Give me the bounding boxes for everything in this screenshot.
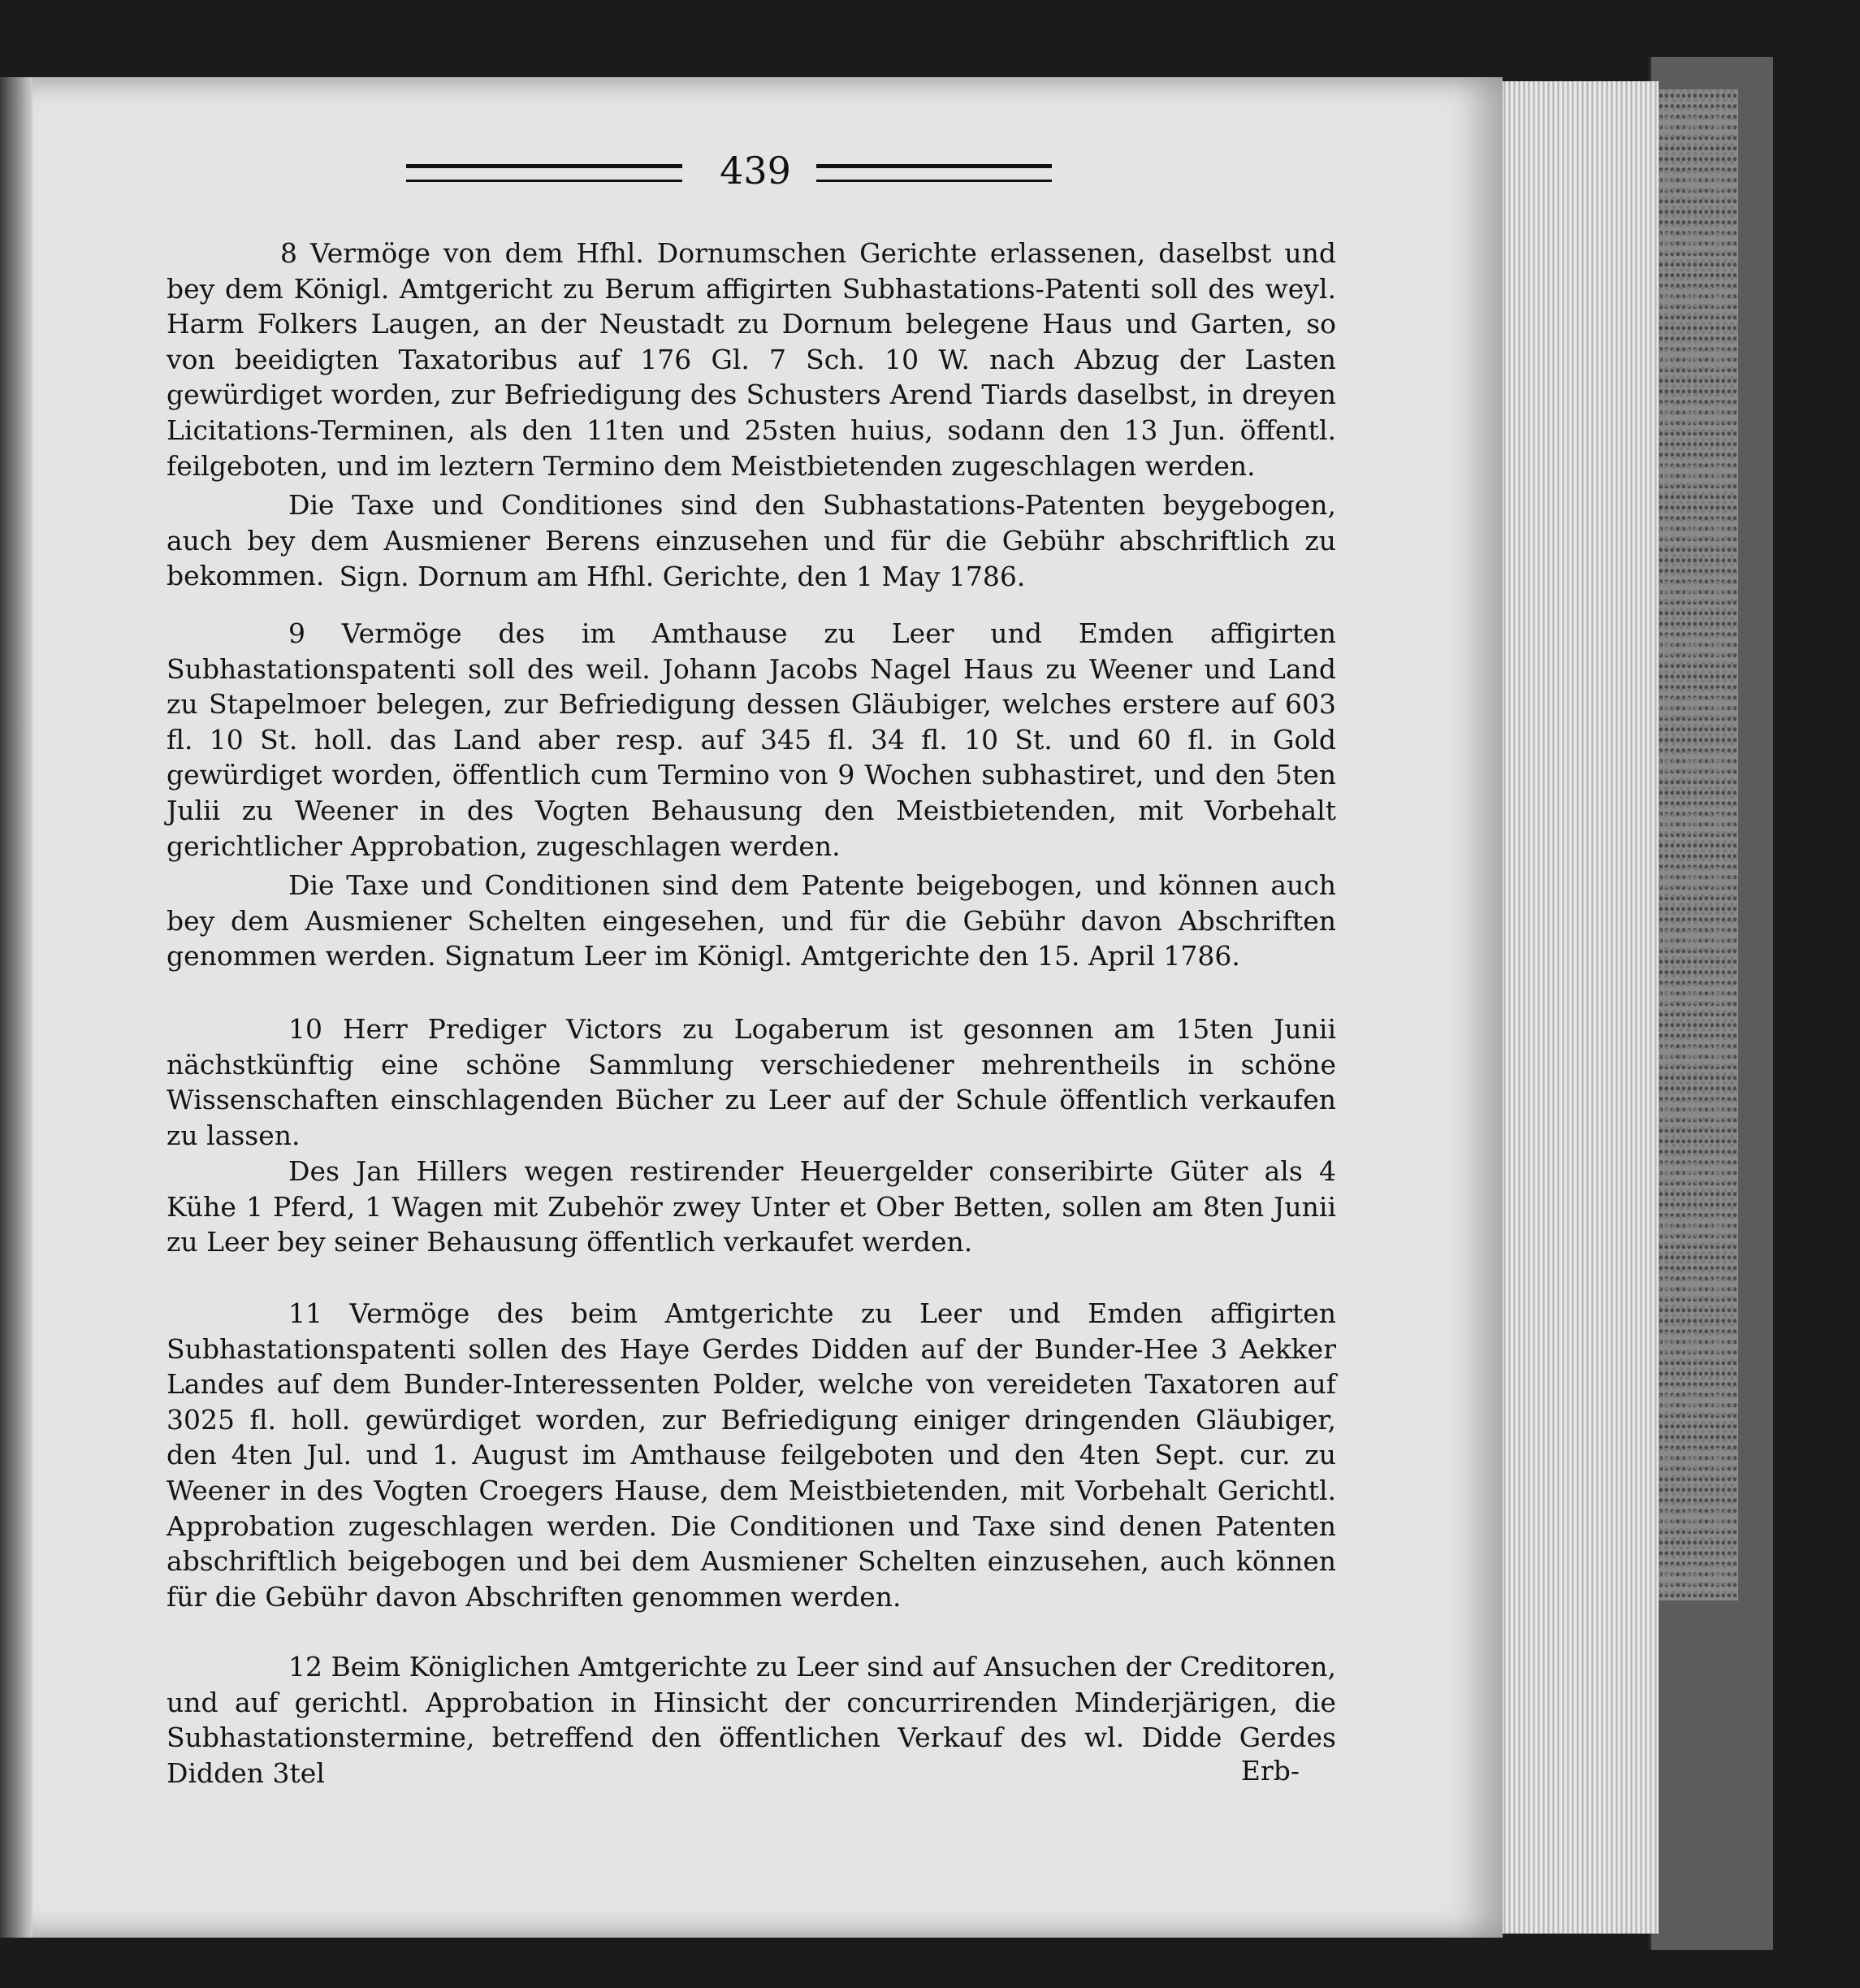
catchword: Erb-: [1240, 1755, 1300, 1787]
header-rule-left: [406, 164, 682, 182]
entry-11-paragraph: 11 Vermöge des beim Amtgerichte zu Leer und Emden affigirten Subhastationspatenti sollen des Haye Gerdes Didden auf der Bunder-Hee 3 Aekker Landes auf dem Bunder-Interessenten Polder, welche von vereideten Taxatoren auf 3025 fl. holl. gewürdiget worden, zur Befriedigung einiger dringenden Gläubiger, den 4ten Jul. und 1. August im Amthause feilgeboten und den 4ten Sept. cur. zu Weener in des Vogten Croegers Hause, dem Meistbietenden, mit Vorbehalt Gerichtl. Approbation zugeschlagen werden. Die Conditionen und Taxe sind denen Patenten abschriftlich beigebogen und bei dem Ausmiener Schelten einzusehen, auch können für die Gebühr davon Abschriften genommen werden.: [167, 1297, 1336, 1613]
page-fore-edge: [1494, 81, 1659, 1934]
entry-hillers-paragraph: Des Jan Hillers wegen restirender Heuergelder conseribirte Güter als 4 Kühe 1 Pferd, 1 Wagen mit Zubehör zwey Unter et Ober Betten, sollen am 8ten Junii zu Leer bey seiner Behausung öffentlich verkaufet werden.: [167, 1155, 1336, 1258]
page-number: 439: [720, 149, 791, 193]
page-header: [406, 146, 1056, 195]
entry-9-paragraph: 9 Vermöge des im Amthause zu Leer und Emden affigirten Subhastationspatenti soll des weil. Johann Jacobs Nagel Haus zu Weener und Land zu Stapelmoer belegen, zur Befriedigung dessen Gläubiger, welches erstere auf 603 fl. 10 St. holl. das Land aber resp. auf 345 fl. 34 fl. 10 St. und 60 fl. in Gold gewürdiget worden, öffentlich cum Termino von 9 Wochen subhastiret, und den 5ten Julii zu Weener in des Vogten Behausung den Meistbietenden, mit Vorbehalt gerichtlicher Approbation, zugeschlagen werden.: [167, 617, 1336, 862]
header-rule-right: [816, 164, 1052, 182]
entry-10-paragraph: 10 Herr Prediger Victors zu Logaberum ist gesonnen am 15ten Junii nächstkünftig eine schöne Sammlung verschiedener mehrentheils in schöne Wissenschaften einschlagenden Bücher zu Leer auf der Schule öffentlich verkaufen zu lassen.: [167, 1013, 1336, 1151]
page-gutter: [0, 77, 32, 1938]
entry-12-paragraph: 12 Beim Königlichen Amtgerichte zu Leer sind auf Ansuchen der Creditoren, und auf gerichtl. Approbation in Hinsicht der concurrirenden Minderjärigen, die Subhastationstermine, betreffend den öffentlichen Verkauf des wl. Didde Gerdes Didden 3tel: [167, 1651, 1336, 1789]
entry-8-signature: Sign. Dornum am Hfhl. Gerichte, den 1 May 1786.: [339, 561, 1026, 592]
entry-8-conditions-paragraph: Die Taxe und Conditiones sind den Subhastations-Patenten beygebogen, auch bey dem Ausmiener Berens einzusehen und für die Gebühr abschriftlich zu bekommen.: [167, 489, 1336, 592]
entry-8-paragraph: 8 Vermöge von dem Hfhl. Dornumschen Gerichte erlassenen, daselbst und bey dem Königl. Amtgericht zu Berum affigirten Subhastations-Patenti soll des weyl. Harm Folkers Laugen, an der Neustadt zu Dornum belegene Haus und Garten, so von beeidigten Taxatoribus auf 176 Gl. 7 Sch. 10 W. nach Abzug der Lasten gewürdiget worden, zur Befriedigung des Schusters Arend Tiards daselbst, in dreyen Licitations-Terminen, als den 11ten und 25sten huius, sodann den 13 Jun. öffentl. feilgeboten, und im leztern Termino dem Meistbietenden zugeschlagen werden.: [167, 237, 1336, 482]
marbled-board: [1657, 89, 1738, 1600]
entry-9-conditions-paragraph: Die Taxe und Conditionen sind dem Patente beigebogen, und können auch bey dem Ausmiener Schelten eingesehen, und für die Gebühr davon Abschriften genommen werden. Signatum Leer im Königl. Amtgerichte den 15. April 1786.: [167, 869, 1336, 972]
